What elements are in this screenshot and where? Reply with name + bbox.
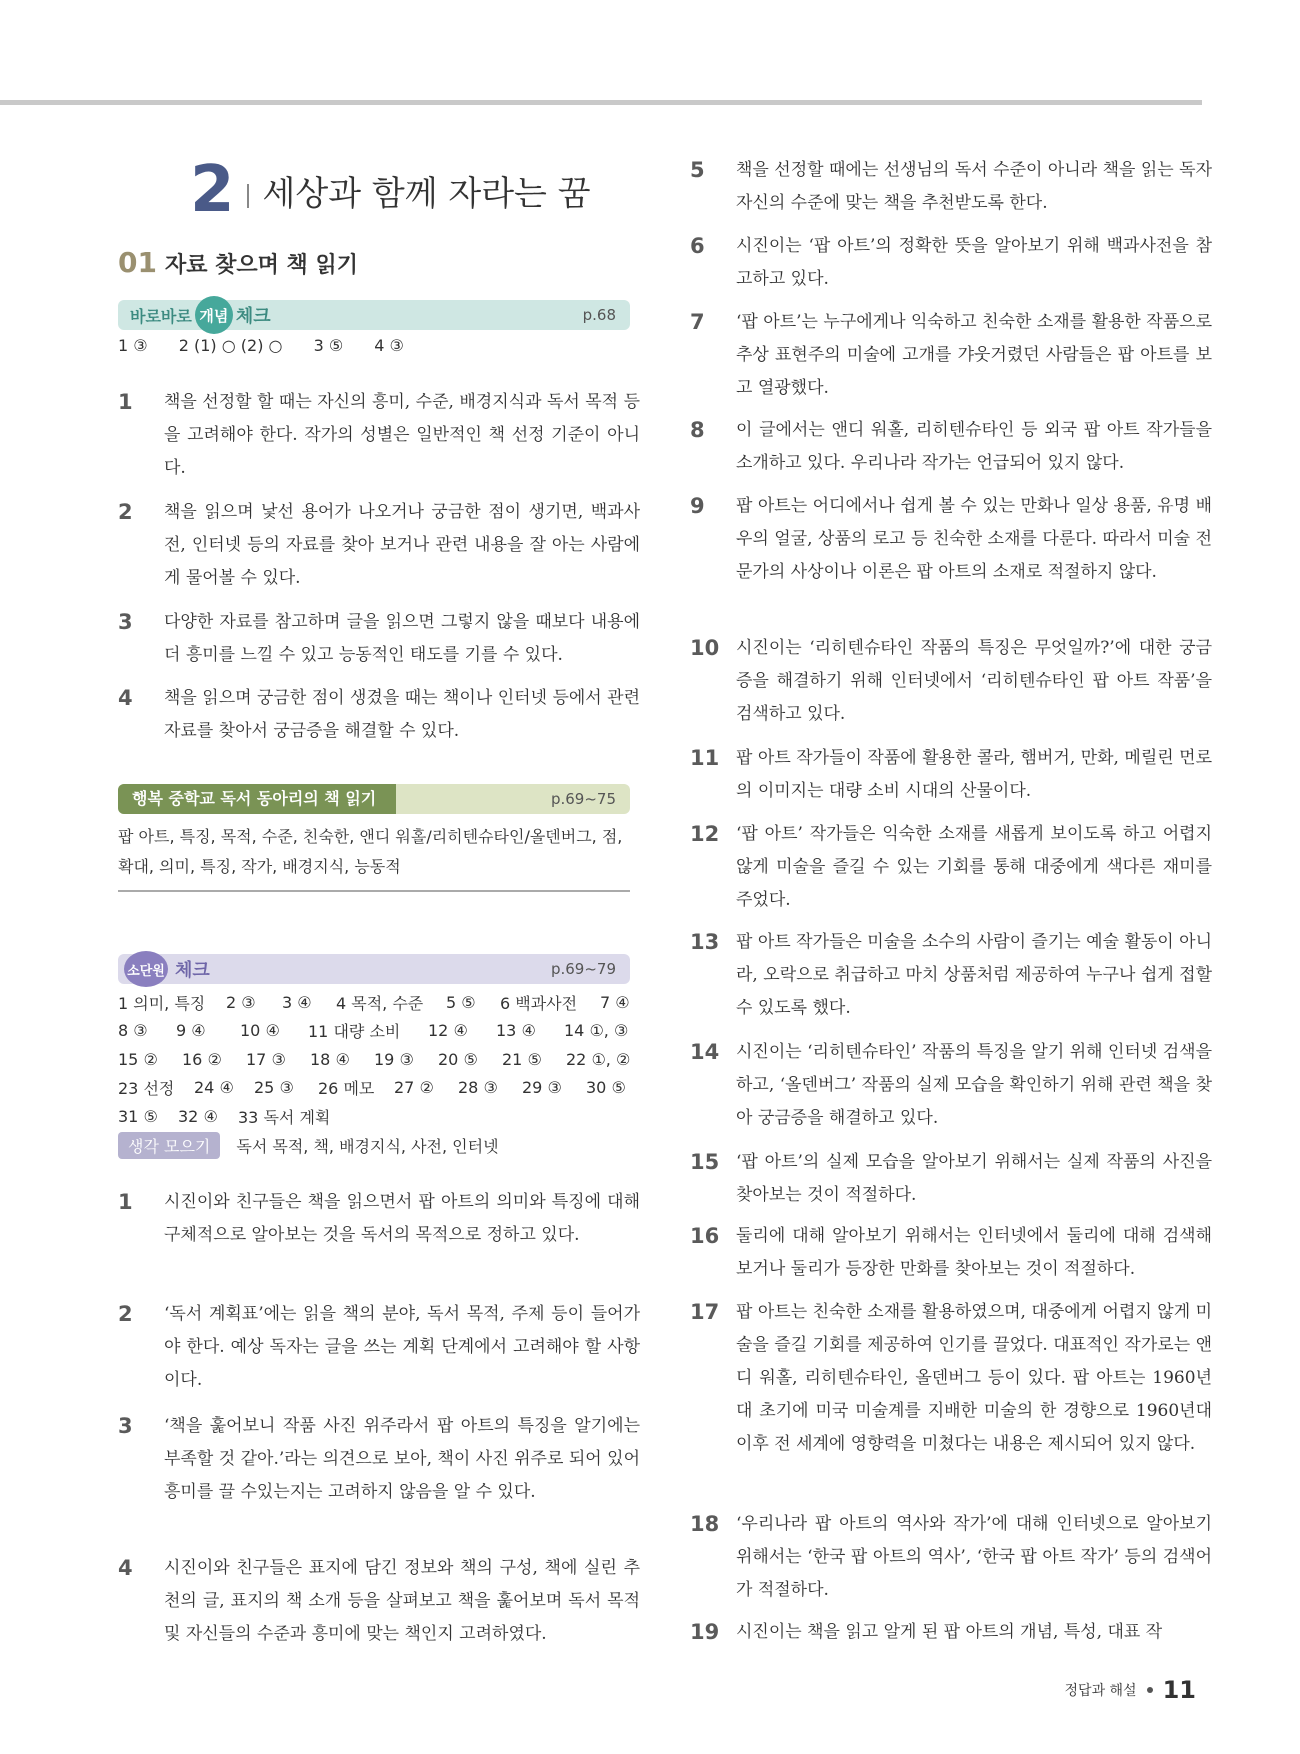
explanation-item — [690, 230, 1212, 296]
explanation-item — [690, 742, 1212, 808]
item-text: ‘팝 아트’는 누구에게나 익숙하고 친숙한 소재를 활용한 작품으로 추상 표현주의 미술에 고개를 갸웃거렸던 사람들은 팝 아트를 보고 열광했다. — [736, 312, 1212, 398]
answer: 3 ④ — [282, 992, 312, 1012]
answer: 25 ③ — [254, 1078, 294, 1098]
page-number: 11 — [1162, 1676, 1196, 1704]
item-text: 책을 읽으며 궁금한 점이 생겼을 때는 책이나 인터넷 등에서 관련 자료를 찾아서 궁금증을 해결할 수 있다. — [164, 688, 640, 741]
item-number: 17 — [690, 1300, 720, 1324]
section-heading — [118, 246, 358, 279]
explanation-item — [690, 1036, 1212, 1135]
page-reference: p.68 — [582, 306, 616, 324]
answer: 33 독서 계획 — [238, 1107, 331, 1127]
answer: 28 ③ — [458, 1078, 498, 1098]
explanation-item — [118, 1298, 640, 1397]
answer: 11 대량 소비 — [308, 1022, 401, 1042]
item-number: 18 — [690, 1512, 720, 1536]
banner-prefix: 바로바로 — [130, 306, 192, 326]
item-text: 이 글에서는 앤디 워홀, 리히텐슈타인 등 외국 팝 아트 작가들을 소개하고 있다. 우리나라 작가는 언급되어 있지 않다. — [736, 420, 1212, 473]
chapter-number: 2 — [190, 153, 235, 227]
unit-check-banner — [118, 954, 630, 984]
answer: 20 ⑤ — [438, 1049, 478, 1069]
answer: 3 ⑤ — [313, 336, 344, 355]
banner-suffix: 체크 — [175, 960, 210, 981]
think-text: 독서 목적, 책, 배경지식, 사전, 인터넷 — [236, 1137, 499, 1156]
answer: 15 ② — [118, 1049, 158, 1069]
unit-answer-grid — [118, 988, 632, 1131]
answer: 4 목적, 수준 — [336, 993, 424, 1013]
item-text: ‘우리나라 팝 아트의 역사와 작가’에 대해 인터넷으로 알아보기 위해서는 ‘한국 팝 아트의 역사’, ‘한국 팝 아트 작가’ 등의 검색어가 적절하다. — [736, 1514, 1212, 1600]
explanation-item — [690, 1508, 1212, 1607]
item-number: 12 — [690, 822, 720, 846]
item-number: 11 — [690, 746, 720, 770]
answer: 2 ③ — [226, 992, 256, 1012]
answer: 23 선정 — [118, 1079, 175, 1099]
explanation-item — [118, 1410, 640, 1509]
item-number: 8 — [690, 418, 705, 442]
explanation-item — [690, 306, 1212, 405]
item-text: ‘팝 아트’ 작가들은 익숙한 소재를 새롭게 보이도록 하고 어렵지 않게 미술을 즐길 수 있는 기회를 통해 대중에게 색다른 재미를 주었다. — [736, 824, 1212, 910]
item-number: 2 — [118, 1302, 133, 1326]
answer: 19 ③ — [374, 1049, 414, 1069]
explanation-item — [690, 490, 1212, 589]
item-text: 둘리에 대해 알아보기 위해서는 인터넷에서 둘리에 대해 검색해 보거나 둘리가 등장한 만화를 찾아보는 것이 적절하다. — [736, 1226, 1212, 1279]
item-number: 4 — [118, 1556, 133, 1580]
page-reference: p.69~79 — [550, 960, 616, 978]
answer: 16 ② — [182, 1049, 222, 1069]
item-text: ‘책을 훑어보니 작품 사진 위주라서 팝 아트의 특징을 알기에는 부족할 것 같아.’라는 의견으로 보아, 책이 사진 위주로 되어 있어 흥미를 끌 수있는지는 고려하지 않음을 알 수 있다. — [164, 1416, 640, 1502]
explanation-item — [690, 1220, 1212, 1286]
answer-row — [118, 1045, 632, 1074]
item-text: 시진이와 친구들은 표지에 담긴 정보와 책의 구성, 책에 실린 추천의 글, 표지의 책 소개 등을 살펴보고 책을 훑어보며 독서 목적 및 자신들의 수준과 흥미에 맞는 책인지 고려하였다. — [164, 1558, 640, 1644]
answer: 9 ④ — [176, 1021, 206, 1041]
answer: 24 ④ — [194, 1078, 234, 1098]
item-number: 13 — [690, 930, 720, 954]
item-number: 5 — [690, 158, 705, 182]
club-banner — [118, 784, 630, 814]
item-text: 책을 읽으며 낯선 용어가 나오거나 궁금한 점이 생기면, 백과사전, 인터넷 등의 자료를 찾아 보거나 관련 내용을 잘 아는 사람에게 물어볼 수 있다. — [164, 502, 640, 588]
keyword-list: 팝 아트, 특징, 목적, 수준, 친숙한, 앤디 워홀/리히텐슈타인/올덴버그, 점, 확대, 의미, 특징, 작가, 배경지식, 능동적 — [118, 822, 630, 892]
item-text: 팝 아트는 친숙한 소재를 활용하였으며, 대중에게 어렵지 않게 미술을 즐길 기회를 제공하여 인기를 끌었다. 대표적인 작가로는 앤디 워홀, 리히텐슈타인, 올덴버그 등이 있다. 팝 아트는 1960년대 초기에 미국 미술계를 지배한 미술의 한 경향으로 1960년대 이후 전 세계에 영향력을 미쳤다는 내용은 제시되어 있지 않다. — [736, 1302, 1212, 1454]
item-number: 14 — [690, 1040, 720, 1064]
explanation-item — [690, 1146, 1212, 1212]
answer: 29 ③ — [522, 1078, 562, 1098]
item-text: 책을 선정할 할 때는 자신의 흥미, 수준, 배경지식과 독서 목적 등을 고려해야 한다. 작가의 성별은 일반적인 책 선정 기준이 아니다. — [164, 392, 640, 478]
item-number: 3 — [118, 610, 133, 634]
explanation-item — [690, 818, 1212, 917]
item-text: 시진이는 책을 읽고 알게 된 팝 아트의 개념, 특성, 대표 작 — [736, 1622, 1163, 1642]
explanation-item — [118, 1186, 640, 1252]
explanation-item — [690, 414, 1212, 480]
explanation-item — [690, 1616, 1212, 1649]
item-text: 시진이는 ‘리히텐슈타인’ 작품의 특징을 알기 위해 인터넷 검색을 하고, ‘올덴버그’ 작품의 실제 모습을 확인하기 위해 관련 책을 찾아 궁금증을 해결하고 있다. — [736, 1042, 1212, 1128]
explanation-item — [690, 926, 1212, 1025]
explanation-item — [118, 496, 640, 595]
concept-circle-badge: 개념 — [195, 296, 233, 334]
answer: 14 ①, ③ — [564, 1021, 629, 1041]
answer: 32 ④ — [178, 1106, 218, 1126]
item-text: 시진이는 ‘팝 아트’의 정확한 뜻을 알아보기 위해 백과사전을 참고하고 있다. — [736, 236, 1212, 289]
item-text: 책을 선정할 때에는 선생님의 독서 수준이 아니라 책을 읽는 독자 자신의 수준에 맞는 책을 추천받도록 한다. — [736, 160, 1212, 213]
page-footer — [1065, 1676, 1196, 1704]
answer: 26 메모 — [318, 1079, 375, 1099]
banner-suffix: 체크 — [235, 306, 271, 327]
answer-row — [118, 1074, 632, 1103]
item-text: 팝 아트 작가들이 작품에 활용한 콜라, 햄버거, 만화, 메릴린 먼로의 이미지는 대량 소비 시대의 산물이다. — [736, 748, 1212, 801]
answer: 12 ④ — [428, 1021, 468, 1041]
answer: 31 ⑤ — [118, 1106, 158, 1126]
answer: 5 ⑤ — [446, 992, 476, 1012]
explanation-item — [118, 682, 640, 748]
answer-row — [118, 1017, 632, 1046]
bullet-icon — [1147, 1687, 1153, 1693]
item-text: 팝 아트 작가들은 미술을 소수의 사람이 즐기는 예술 활동이 아니라, 오락으로 취급하고 마치 상품처럼 제공하여 누구나 쉽게 접할 수 있도록 했다. — [736, 932, 1212, 1018]
explanation-item — [690, 632, 1212, 731]
answer-row — [118, 988, 632, 1017]
page-reference: p.69~75 — [550, 790, 616, 808]
item-number: 7 — [690, 310, 705, 334]
section-number: 01 — [118, 246, 157, 279]
item-number: 1 — [118, 390, 133, 414]
item-number: 16 — [690, 1224, 720, 1248]
answer: 30 ⑤ — [586, 1078, 626, 1098]
item-text: 시진이와 친구들은 책을 읽으면서 팝 아트의 의미와 특징에 대해 구체적으로 알아보는 것을 독서의 목적으로 정하고 있다. — [164, 1192, 640, 1245]
explanation-item — [118, 1552, 640, 1651]
item-number: 1 — [118, 1190, 133, 1214]
answer: 27 ② — [394, 1078, 434, 1098]
explanation-item — [690, 1296, 1212, 1461]
answer: 22 ①, ② — [566, 1049, 631, 1069]
answer: 1 의미, 특징 — [118, 993, 206, 1013]
item-text: 팝 아트는 어디에서나 쉽게 볼 수 있는 만화나 일상 용품, 유명 배우의 얼굴, 상품의 로고 등 친숙한 소재를 다룬다. 따라서 미술 전문가의 사상이나 이론은 팝 아트의 소재로 적절하지 않다. — [736, 496, 1212, 582]
item-number: 4 — [118, 686, 133, 710]
item-number: 6 — [690, 234, 705, 258]
divider — [247, 184, 249, 208]
explanation-item — [690, 154, 1212, 220]
concept-check-banner — [118, 300, 630, 330]
item-number: 2 — [118, 500, 133, 524]
answer: 18 ④ — [310, 1049, 350, 1069]
item-number: 10 — [690, 636, 720, 660]
answer: 13 ④ — [496, 1021, 536, 1041]
item-text: 시진이는 ‘리히텐슈타인 작품의 특징은 무엇일까?’에 대한 궁금증을 해결하기 위해 인터넷에서 ‘리히텐슈타인 팝 아트 작품’을 검색하고 있다. — [736, 638, 1212, 724]
explanation-item — [118, 606, 640, 672]
concept-answers — [118, 336, 430, 355]
item-number: 9 — [690, 494, 705, 518]
answer: 17 ③ — [246, 1049, 286, 1069]
section-title: 자료 찾으며 책 읽기 — [164, 253, 358, 278]
unit-circle-badge: 소단원 — [124, 951, 168, 987]
answer: 6 백과사전 — [500, 993, 578, 1013]
item-text: ‘팝 아트’의 실제 모습을 알아보기 위해서는 실제 작품의 사진을 찾아보는 것이 적절하다. — [736, 1152, 1212, 1205]
think-tag: 생각 모으기 — [118, 1132, 220, 1159]
item-text: ‘독서 계획표’에는 읽을 책의 분야, 독서 목적, 주제 등이 들어가야 한다. 예상 독자는 글을 쓰는 계획 단계에서 고려해야 할 사항이다. — [164, 1304, 640, 1390]
answer: 7 ④ — [600, 992, 630, 1012]
item-number: 15 — [690, 1150, 720, 1174]
think-collect — [118, 1132, 499, 1159]
chapter-title: 세상과 함께 자라는 꿈 — [262, 173, 591, 214]
item-number: 19 — [690, 1620, 720, 1644]
answer: 8 ③ — [118, 1021, 148, 1041]
answer: 1 ③ — [118, 336, 148, 355]
answer: 4 ③ — [374, 336, 404, 355]
answer: 21 ⑤ — [502, 1049, 542, 1069]
answer: 10 ④ — [240, 1021, 280, 1041]
top-rule — [0, 100, 1202, 105]
answer: 2 (1) ○ (2) ○ — [178, 336, 283, 355]
answer-row — [118, 1102, 632, 1131]
item-number: 3 — [118, 1414, 133, 1438]
footer-label: 정답과 해설 — [1064, 1683, 1137, 1699]
club-label: 행복 중학교 독서 동아리의 책 읽기 — [118, 784, 396, 814]
item-text: 다양한 자료를 참고하며 글을 읽으면 그렇지 않을 때보다 내용에 더 흥미를 느낄 수 있고 능동적인 태도를 기를 수 있다. — [164, 612, 640, 665]
chapter-heading — [190, 153, 591, 227]
explanation-item — [118, 386, 640, 485]
